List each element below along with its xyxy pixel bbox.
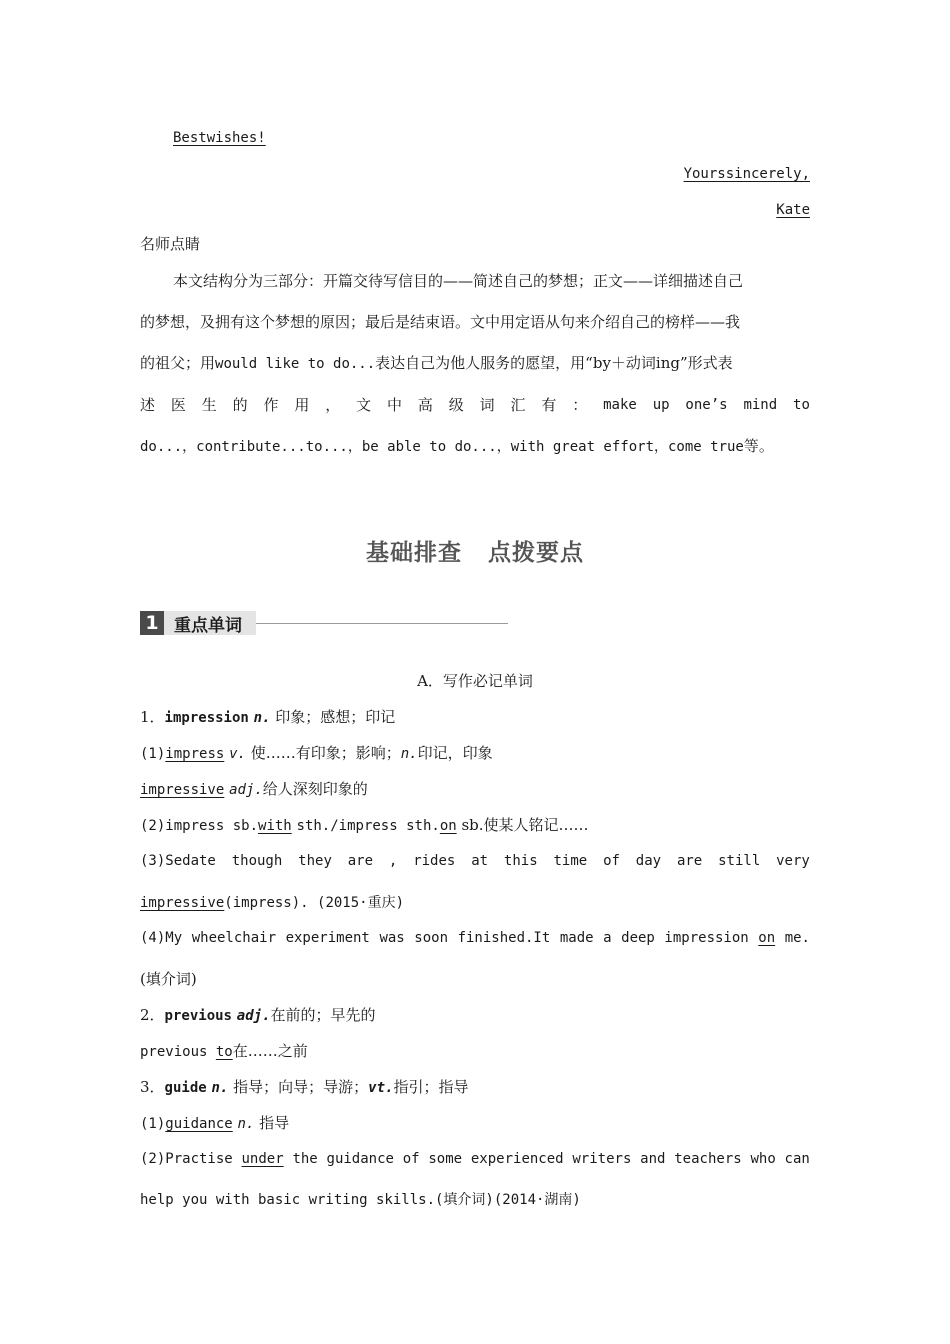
tip-word: one’s (685, 397, 728, 413)
tip-word: 医 (170, 396, 186, 414)
word: experiment (285, 930, 370, 946)
answer: to (215, 1044, 233, 1060)
letter-closing (140, 128, 843, 148)
tip-line-1: 本文结构分为三部分：开篇交待写信目的——简述自己的梦想；正文——详细描述自己 (173, 272, 744, 290)
word: (3)Sedate (140, 853, 216, 869)
text: previous (140, 1044, 216, 1060)
word: deep (621, 930, 655, 946)
word: writers (572, 1151, 632, 1167)
word: are (676, 853, 703, 869)
word: me. (784, 930, 810, 946)
tip-word: 汇 (510, 396, 526, 414)
word: , (388, 853, 398, 869)
section-rule (256, 623, 508, 624)
tip-line-5-phrases: do...，contribute...to...，be able to do...，with great effort，come true (140, 439, 744, 455)
word: they (298, 853, 332, 869)
meaning: 指导；向导；导游； (233, 1078, 369, 1096)
tip-line-3-phrase: would like to do... (215, 356, 376, 372)
tip-word: 文 (356, 396, 372, 414)
word: some (428, 1151, 463, 1167)
word: though (231, 853, 283, 869)
tip-line-3c: 表达自己为他人服务的愿望，用“by＋动词ing”形式表 (375, 354, 733, 372)
tip-word: up (652, 397, 670, 413)
tip-line-2: 的梦想，及拥有这个梦想的原因；最后是结束语。文中用定语从句来介绍自己的榜样——我 (140, 313, 741, 331)
section-title (140, 534, 810, 567)
meaning: 印记，印象 (417, 744, 493, 762)
meaning: 印象；感想；印记 (275, 708, 396, 726)
section-title-right: 点拨要点 (488, 540, 584, 566)
item-1 (140, 707, 810, 728)
part-of-speech: vt. (368, 1080, 394, 1096)
tip-word: mind (743, 397, 778, 413)
word: are (347, 853, 374, 869)
part-of-speech: n. (253, 710, 271, 726)
signature-name: Kate (776, 202, 810, 218)
word: impression (664, 930, 749, 946)
word: time (553, 853, 588, 869)
headword: previous (164, 1008, 232, 1024)
word: the (292, 1151, 318, 1167)
section-header (140, 611, 508, 635)
word: wheelchair (191, 930, 277, 946)
tip-word: 用 (294, 396, 310, 414)
meaning: 使……有印象；影响； (250, 744, 401, 762)
word: finished.It (457, 930, 551, 946)
section-label: 重点单词 (164, 611, 256, 635)
answer: impress (165, 746, 225, 762)
tip-line-3 (140, 353, 810, 374)
part-of-speech: n. (237, 1116, 255, 1132)
item-2-1 (140, 1041, 810, 1062)
item-1-3-line-2 (140, 892, 810, 913)
item-1-2 (140, 815, 810, 836)
meaning: 在……之前 (232, 1042, 308, 1060)
item-1-1 (140, 743, 810, 764)
letter-name (140, 200, 810, 220)
item-1-3-line-1 (140, 851, 810, 871)
word: and (640, 1151, 666, 1167)
answer: guidance (165, 1116, 233, 1132)
section-title-left: 基础排查 (366, 540, 462, 566)
tip-word: 级 (448, 396, 464, 414)
tip-word: 的 (232, 396, 248, 414)
text: (impress). (2015·重庆) (224, 895, 405, 911)
answer: with (258, 818, 292, 834)
text: sth./impress sth. (296, 818, 440, 834)
answer: impressive (140, 782, 225, 798)
tip-word: ： (572, 396, 588, 414)
meaning: 给人深刻印象的 (262, 780, 368, 798)
tip-word: 作 (263, 396, 279, 414)
item-3-1 (140, 1113, 810, 1134)
item-label: (1) (140, 1116, 166, 1132)
tip-word: ， (325, 396, 341, 414)
tip-word: 生 (201, 396, 217, 414)
word: was (379, 930, 405, 946)
word: made (559, 930, 594, 946)
word: can (784, 1151, 810, 1167)
item-1-1b (140, 779, 810, 800)
word: teachers (674, 1151, 742, 1167)
word: who (750, 1151, 776, 1167)
document-page (140, 0, 810, 1344)
meaning: 指导 (259, 1114, 290, 1132)
answer: on (758, 930, 776, 946)
item-1-4-note: (填介词) (140, 970, 197, 988)
word: rides (413, 853, 456, 869)
word: of (603, 853, 620, 869)
text: sb.使某人铭记…… (461, 816, 589, 834)
part-of-speech: adj. (229, 782, 263, 798)
tip-word: 述 (140, 396, 156, 414)
word: a (603, 930, 612, 946)
item-3 (140, 1077, 810, 1098)
tip-line-5-end: 等。 (743, 437, 774, 455)
headword: impression (164, 710, 249, 726)
tip-heading: 名师点睛 (140, 235, 201, 253)
word: day (635, 853, 662, 869)
word: still (718, 853, 761, 869)
section-number: 1 (140, 611, 164, 635)
word: at (471, 853, 489, 869)
item-label: (1) (140, 746, 166, 762)
word: very (776, 853, 810, 869)
tip-word: 词 (479, 396, 495, 414)
part-of-speech: n. (211, 1080, 229, 1096)
tip-word: 有 (541, 396, 557, 414)
subsection-title: A．写作必记单词 (417, 672, 533, 690)
text: (2)impress sb. (140, 818, 259, 834)
tip-word: to (793, 397, 810, 413)
item-3-2-line-2: help you with basic writing skills.(填介词)(2014·湖南) (140, 1192, 581, 1208)
closing-text: Bestwishes! (173, 130, 266, 146)
item-number: 3． (140, 1078, 165, 1096)
answer: impressive (140, 895, 225, 911)
tip-word: 中 (387, 396, 403, 414)
tip-line-3a: 的祖父；用 (140, 354, 216, 372)
word: this (503, 853, 538, 869)
part-of-speech: adj. (236, 1008, 271, 1024)
item-1-4-line-1 (140, 928, 810, 948)
letter-signoff (140, 164, 810, 184)
part-of-speech: v. (229, 746, 246, 762)
item-number: 2． (140, 1006, 165, 1024)
part-of-speech: n. (400, 746, 418, 762)
item-number: 1． (140, 708, 165, 726)
answer: on (439, 818, 457, 834)
tip-word: 高 (417, 396, 433, 414)
item-2 (140, 1005, 810, 1026)
word: experienced (470, 1151, 564, 1167)
tip-line-4 (140, 395, 810, 415)
headword: guide (164, 1080, 207, 1096)
word: soon (414, 930, 449, 946)
word: (4)My (140, 930, 183, 946)
tip-word: make (603, 397, 637, 413)
word: of (402, 1151, 420, 1167)
answer: under (241, 1151, 284, 1167)
word: (2)Practise (140, 1151, 233, 1167)
signoff-text: Yourssincerely, (683, 166, 810, 182)
item-3-2-line-1 (140, 1149, 810, 1169)
tip-line-5 (140, 436, 810, 457)
meaning: 指引；指导 (393, 1078, 469, 1096)
meaning: 在前的；早先的 (270, 1006, 376, 1024)
word: guidance (326, 1151, 394, 1167)
